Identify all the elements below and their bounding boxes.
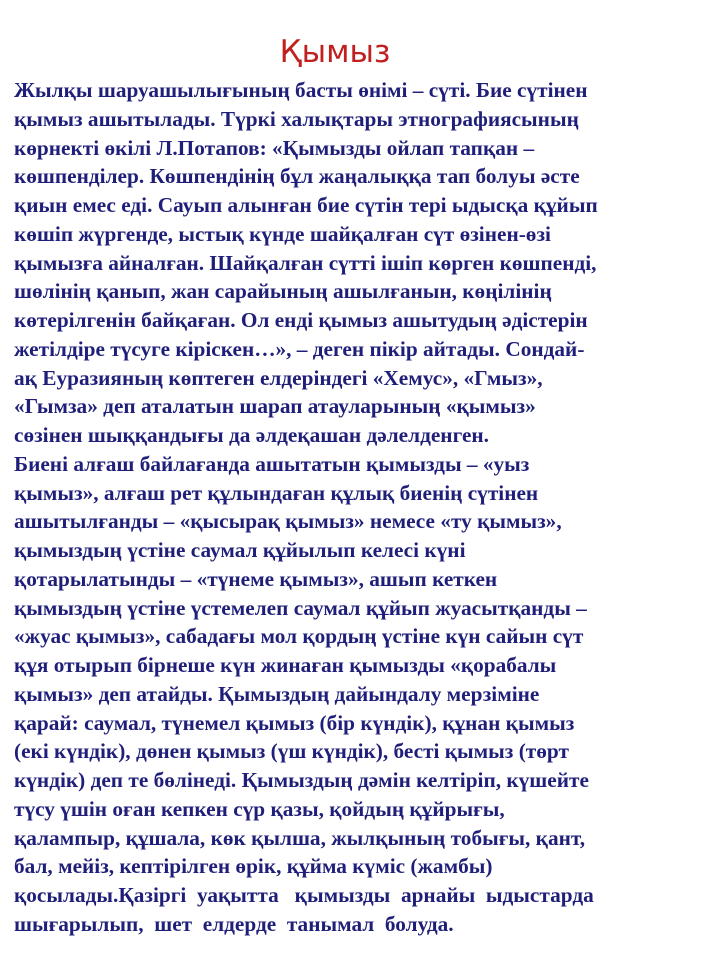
text-line: жетілдіре түсуге кірiскен…», – деген пікір айтады. Сондай-: [14, 336, 585, 361]
text-line: күндік) деп те бөлінеді. Қымыздың дәмін келтіріп, күшейте: [14, 768, 589, 792]
page-title: Қымыз: [279, 34, 391, 70]
text-line: түсу үшін оған кепкен сүр қазы, қойдың құйрығы,: [14, 796, 505, 821]
text-line: көтерілгенін байқаған. Ол енді қымыз ашытудың әдістерін: [14, 308, 588, 332]
text-line: қарай: саумал, түнемел қымыз (бір күндік), құнан қымыз: [14, 710, 575, 735]
text-line: Жылқы шаруашылығының басты өнімі – сүті. Бие сүтінен: [14, 78, 588, 102]
text-line: қотарылатынды – «түнеме қымыз», ашып кеткен: [14, 566, 498, 591]
text-line: қымызға айналған. Шайқалған сүтті ішіп көрген көшпенді,: [14, 250, 597, 275]
text-line: қиын емес еді. Сауып алынған бие сүтін тері ыдысқа құйып: [14, 193, 598, 217]
article-text: [14, 76, 710, 939]
text-line: (екі күндік), дөнен қымыз (үш күндік), бесті қымыз (төрт: [14, 739, 569, 764]
text-line: «жуас қымыз», сабадағы мол қордың үстіне күн сайын сүт: [14, 624, 584, 649]
text-line: көшпенділер. Көшпендінің бұл жаңалыққа тап болуы әсте: [14, 164, 580, 189]
text-line: көшіп жүргенде, ыстық күнде шайқалған сүт өзінен-өзі: [14, 221, 551, 246]
text-line: бал, мейіз, кептірілген өрік, құйма күміс (жамбы): [14, 854, 493, 879]
text-line: қымыз ашытылады. Түркі халықтары этнографиясының: [14, 106, 579, 131]
text-line: шөлінің қанып, жан сарайының ашылғанын, көңілінің: [14, 279, 552, 304]
text-line: көрнекті өкілі Л.Потапов: «Қымызды ойлап тапқан –: [14, 135, 535, 160]
text-line: құя отырып бірнеше күн жинаған қымызды «қорабалы: [14, 653, 557, 677]
text-line: қалампыр, құшала, көк қылша, жылқының тобығы, қант,: [14, 825, 586, 850]
text-line: сөзінен шыққандығы да әлдеқашан дәлелденген.: [14, 423, 490, 447]
text-line: ақ Еуразияның көптеген елдеріндегі «Хемус», «Гмыз»,: [14, 365, 543, 390]
text-line: қымыздың үстіне саумал құйылып келесі күні: [14, 538, 466, 562]
text-line: қосылады.Қазіргі уақытта қымызды арнайы ыдыстарда: [14, 883, 594, 907]
text-line: ашытылғанды – «қысырақ қымыз» немесе «ту қымыз»,: [14, 509, 562, 534]
text-line: қымыздың үстіне үстемелеп саумал құйып жуасытқанды –: [14, 595, 587, 620]
text-line: шығарылып, шет елдерде танымал болуда.: [14, 911, 454, 936]
text-line: Биені алғаш байлағанда ашытатын қымызды – «уыз: [14, 451, 530, 476]
text-line: «Гымза» деп аталатын шарап атауларының «қымыз»: [14, 394, 536, 419]
text-line: қымыз» деп атайды. Қымыздың дайындалу мерзіміне: [14, 681, 540, 706]
text-line: қымыз», алғаш рет құлындаған құлық биенің сүтінен: [14, 480, 539, 505]
